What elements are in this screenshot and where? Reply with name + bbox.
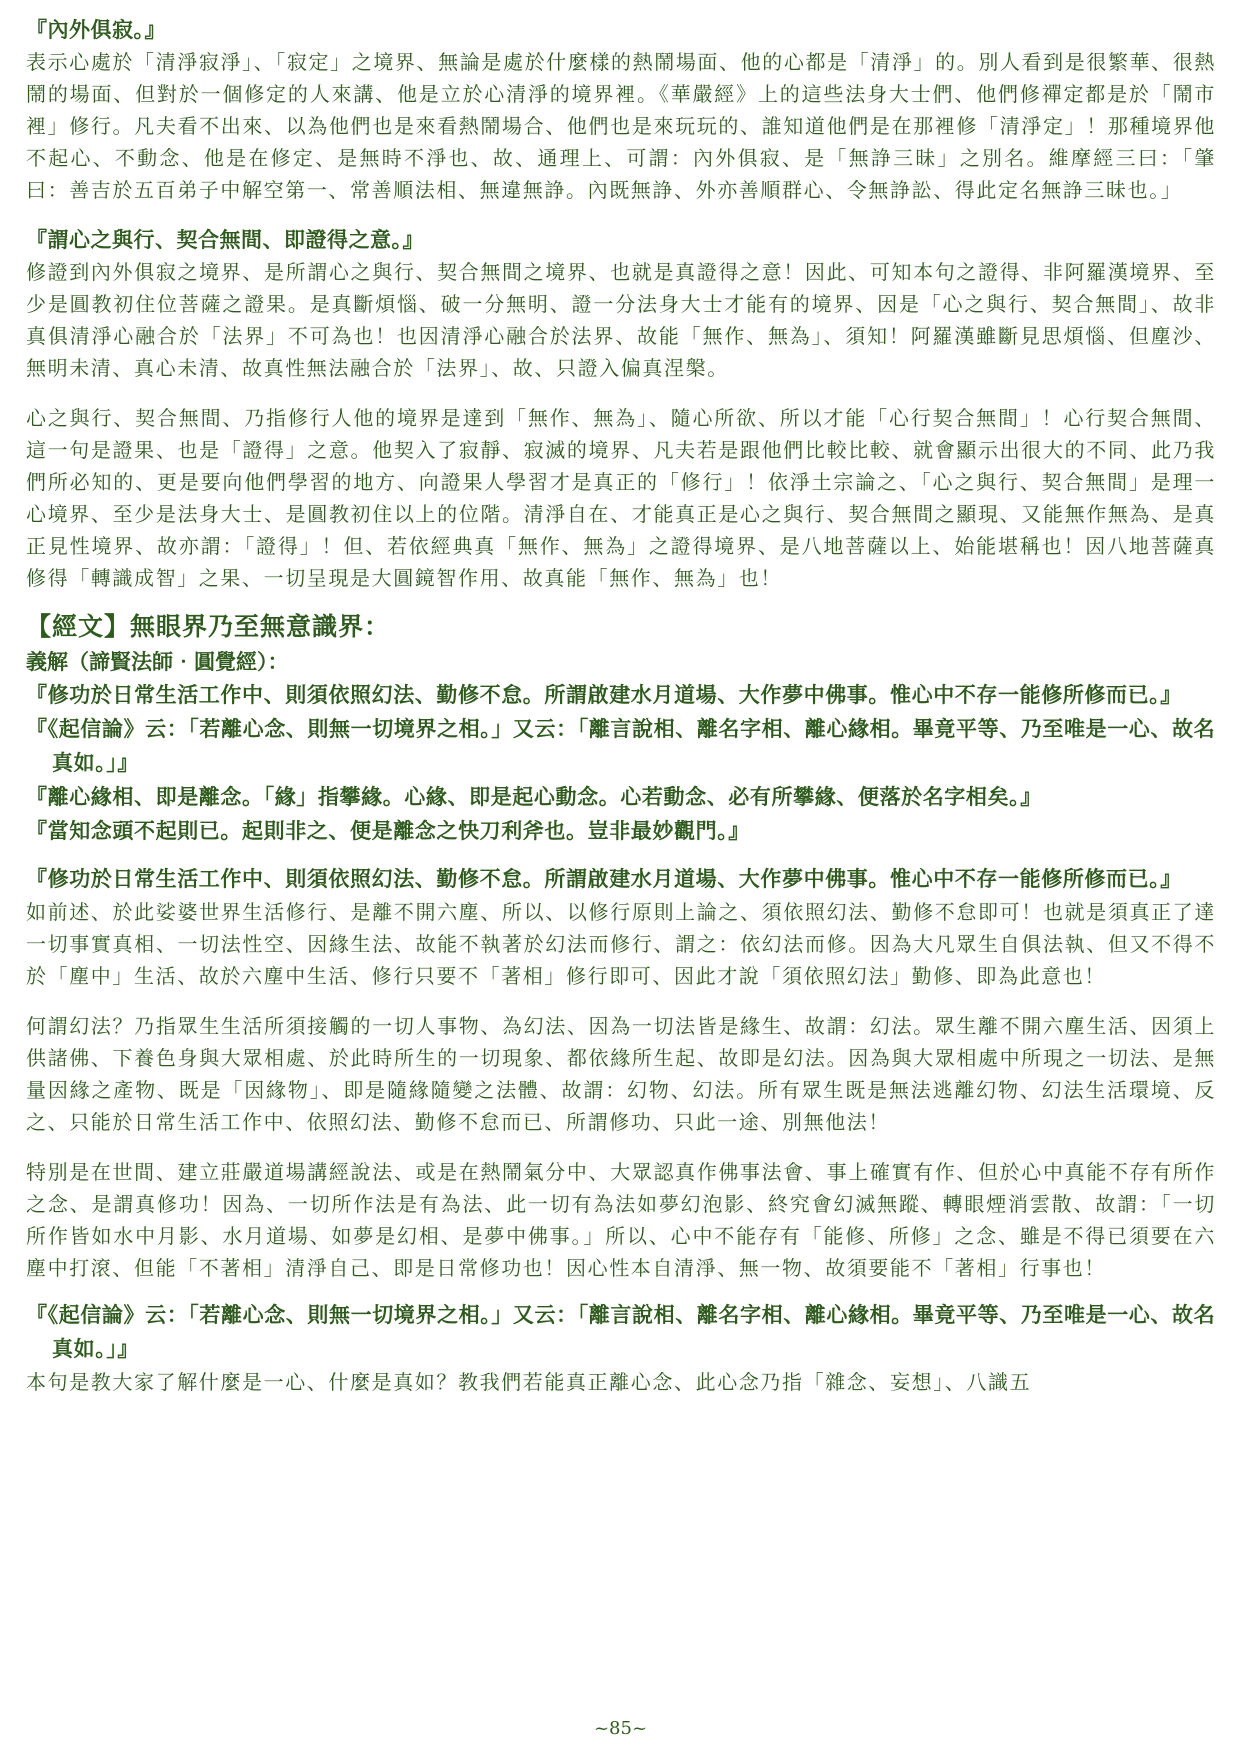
page-content [26,14,1216,1398]
section-heading: 『《起信論》云：「若離心念、則無一切境界之相。」又云：「離言說相、離名字相、離心緣相。畢竟平等、乃至唯是一心、故名真如。」』 [26,1302,1216,1361]
commentary-quote: 『《起信論》云：「若離心念、則無一切境界之相。」又云：「離言說相、離名字相、離心緣相。畢竟平等、乃至唯是一心、故名真如。」』 [26,716,1216,775]
paragraph: 何謂幻法？乃指眾生生活所須接觸的一切人事物、為幻法、因為一切法皆是緣生、故謂：幻法。眾生離不開六塵生活、因須上供諸佛、下養色身與大眾相處、於此時所生的一切現象、都依緣所生起、故即是幻法。因為與大眾相處中所現之一切法、是無量因緣之產物、既是「因緣物」、即是隨緣隨變之法體、故謂：幻物、幻法。所有眾生既是無法逃離幻物、幻法生活環境、反之、只能於日常生活工作中、依照幻法、勤修不怠而已、所謂修功、只此一途、別無他法！ [26,1014,1216,1134]
paragraph: 如前述、於此娑婆世界生活修行、是離不開六塵、所以、以修行原則上論之、須依照幻法、勤修不怠即可！也就是須真正了達一切事實真相、一切法性空、因緣生法、故能不執著於幻法而修行、謂之：依幻法而修。因為大凡眾生自俱法執、但又不得不於「塵中」生活、故於六塵中生活、修行只要不「著相」修行即可、因此才說「須依照幻法」勤修、即為此意也！ [26,900,1216,988]
commentary-quote: 『離心緣相、即是離念。「緣」指攀緣。心緣、即是起心動念。心若動念、必有所攀緣、便落於名字相矣。』 [26,784,1042,809]
section-heading: 『內外俱寂。』 [26,17,166,42]
paragraph: 表示心處於「清淨寂淨」、「寂定」之境界、無論是處於什麼樣的熱鬧場面、他的心都是「清淨」的。別人看到是很繁華、很熱鬧的場面、但對於一個修定的人來講、他是立於心清淨的境界裡。《華嚴經》上的這些法身大士們、他們修禪定都是於「鬧市裡」修行。凡夫看不出來、以為他們也是來看熱鬧場合、他們也是來玩玩的、誰知道他們是在那裡修「清淨定」！那種境界他不起心、不動念、他是在修定、是無時不淨也、故、通理上、可謂：內外俱寂、是「無諍三昧」之別名。維摩經三曰：「肇曰：善吉於五百弟子中解空第一、常善順法相、無違無諍。內既無諍、外亦善順群心、令無諍訟、得此定名無諍三昧也。」 [26,50,1216,202]
commentary-quote: 『當知念頭不起則已。起則非之、便是離念之快刀利斧也。豈非最妙觀門。』 [26,818,750,843]
page-number: ~85~ [593,1718,648,1739]
section-heading: 『修功於日常生活工作中、則須依照幻法、勤修不怠。所謂啟建水月道場、大作夢中佛事。惟心中不存一能修所修而已。』 [26,866,1182,891]
commentary-quote: 『修功於日常生活工作中、則須依照幻法、勤修不怠。所謂啟建水月道場、大作夢中佛事。惟心中不存一能修所修而已。』 [26,682,1182,707]
sutra-title: 【經文】無眼界乃至無意識界： [26,612,391,641]
paragraph: 本句是教大家了解什麼是一心、什麼是真如？教我們若能真正離心念、此心念乃指「雜念、妄想」、八識五 [26,1370,1032,1394]
section-heading: 『謂心之與行、契合無間、即證得之意。』 [26,227,424,252]
paragraph: 心之與行、契合無間、乃指修行人他的境界是達到「無作、無為」、隨心所欲、所以才能「心行契合無間」！心行契合無間、這一句是證果、也是「證得」之意。他契入了寂靜、寂滅的境界、凡夫若是跟他們比較比較、就會顯示出很大的不同、此乃我們所必知的、更是要向他們學習的地方、向證果人學習才是真正的「修行」！依淨土宗論之、「心之與行、契合無間」是理一心境界、至少是法身大士、是圓教初住以上的位階。清淨自在、才能真正是心之與行、契合無間之顯現、又能無作無為、是真正見性境界、故亦謂：「證得」！但、若依經典真「無作、無為」之證得境界、是八地菩薩以上、始能堪稱也！因八地菩薩真修得「轉識成智」之果、一切呈現是大圓鏡智作用、故真能「無作、無為」也！ [26,406,1216,590]
paragraph: 特別是在世間、建立莊嚴道場講經說法、或是在熱鬧氣分中、大眾認真作佛事法會、事上確實有作、但於心中真能不存有所作之念、是謂真修功！因為、一切所作法是有為法、此一切有為法如夢幻泡影、終究會幻滅無蹤、轉眼煙消雲散、故謂：「一切所作皆如水中月影、水月道場、如夢是幻相、是夢中佛事。」所以、心中不能存有「能修、所修」之念、雖是不得已須要在六塵中打滾、但能「不著相」清淨自己、即是日常修功也！因心性本自清淨、無一物、故須要能不「著相」行事也！ [26,1160,1216,1280]
paragraph: 修證到內外俱寂之境界、是所謂心之與行、契合無間之境界、也就是真證得之意！因此、可知本句之證得、非阿羅漢境界、至少是圓教初住位菩薩之證果。是真斷煩惱、破一分無明、證一分法身大士才能有的境界、因是「心之與行、契合無間」、故非真俱清淨心融合於「法界」不可為也！也因清淨心融合於法界、故能「無作、無為」、須知！阿羅漢雖斷見思煩惱、但塵沙、無明未清、真心未清、故真性無法融合於「法界」、故、只證入偏真涅槃。 [26,260,1216,380]
commentary-source: 義解（諦賢法師‧圓覺經）： [26,649,289,674]
